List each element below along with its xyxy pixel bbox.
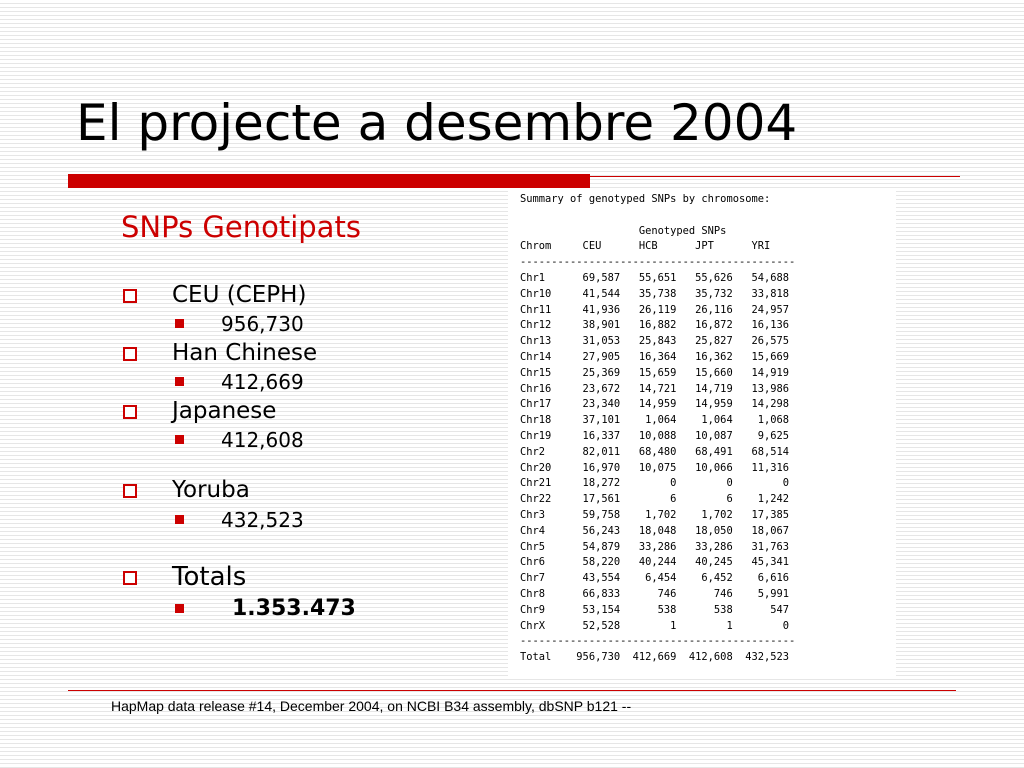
totals-value: 1.353.473	[232, 596, 356, 621]
title-underline-bar	[68, 174, 590, 188]
population-count-ceu: 956,730	[221, 312, 304, 336]
population-label-han: Han Chinese	[172, 340, 318, 366]
hollow-square-bullet-icon	[123, 405, 137, 419]
filled-square-bullet-icon	[175, 319, 184, 328]
filled-square-bullet-icon	[175, 515, 184, 524]
section-subtitle: SNPs Genotipats	[121, 210, 361, 244]
hollow-square-bullet-icon	[123, 484, 137, 498]
title-underline-line	[590, 176, 960, 177]
hollow-square-bullet-icon	[123, 347, 137, 361]
filled-square-bullet-icon	[175, 377, 184, 386]
totals-label: Totals	[172, 562, 247, 592]
snp-summary-table	[508, 188, 896, 676]
footer-divider	[68, 690, 956, 691]
filled-square-bullet-icon	[175, 435, 184, 444]
hollow-square-bullet-icon	[123, 571, 137, 585]
filled-square-bullet-icon	[175, 604, 184, 613]
population-count-han: 412,669	[221, 370, 304, 394]
footer-source-note: HapMap data release #14, December 2004, on NCBI B34 assembly, dbSNP b121 --	[111, 698, 632, 714]
population-count-yoruba: 432,523	[221, 508, 304, 532]
hollow-square-bullet-icon	[123, 289, 137, 303]
snp-summary-text: Summary of genotyped SNPs by chromosome: Genotyped SNPs Chrom CEU HCB JPT YRI -------------------------------------------- Chr1 69,587 55,651 55,626 54,688 Chr10 41,544 35,738 35,732 33,818 Chr11 41,936 26,119 26,116 24,957 Chr12 38,901 16,882 16,872 16,136 Chr13 31,053 25,843 25,827 26,575 Chr14 27,905 16,364 16,362 15,669 Chr15 25,369 15,659 15,660 14,919 Chr16 23,672 14,721 14,719 13,986 Chr17 23,340 14,959 14,959 14,298 Chr18 37,101 1,064 1,064 1,068 Chr19 16,337 10,088 10,087 9,625 Chr2 82,011 68,480 68,491 68,514 Chr20 16,970 10,075 10,066 11,316 Chr21 18,272 0 0 0 Chr22 17,561 6 6 1,242 Chr3 59,758 1,702 1,702 17,385 Chr4 56,243 18,048 18,050 18,067 Chr5 54,879 33,286 33,286 31,763 Chr6 58,220 40,244 40,245 45,341 Chr7 43,554 6,454 6,452 6,616 Chr8 66,833 746 746 5,991 Chr9 53,154 538 538 547 ChrX 52,528 1 1 0 -------------------------------------------- Total 956,730 412,669 412,608 432,523	[520, 193, 796, 664]
slide-title: El projecte a desembre 2004	[76, 94, 798, 152]
population-count-japanese: 412,608	[221, 428, 304, 452]
population-label-ceu: CEU (CEPH)	[172, 282, 307, 308]
population-label-japanese: Japanese	[172, 398, 277, 424]
population-label-yoruba: Yoruba	[172, 477, 250, 503]
